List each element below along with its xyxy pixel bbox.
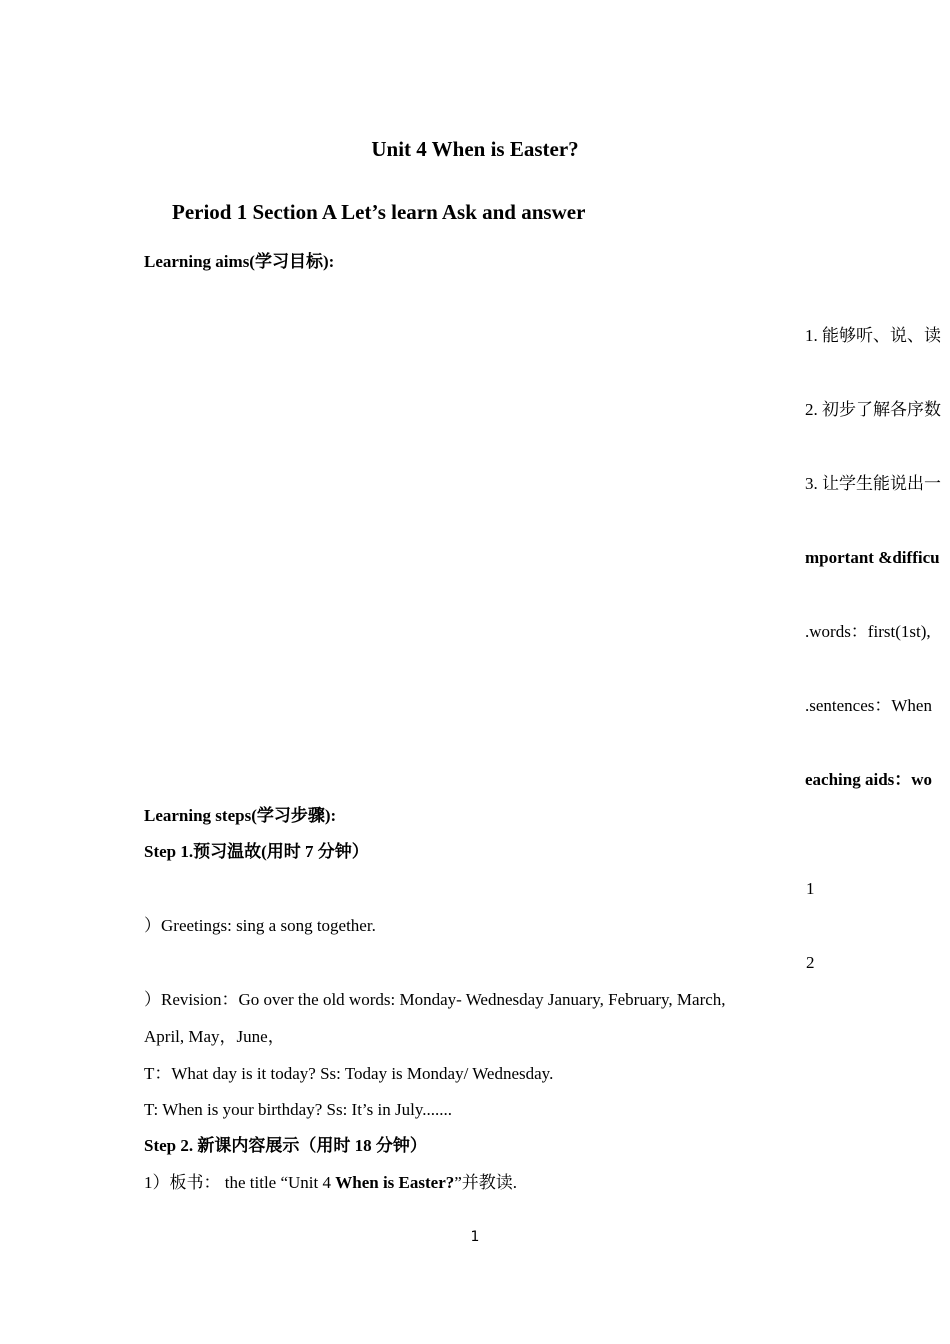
learning-steps-heading: Learning steps(学习步骤): [144,806,337,825]
key-sentences-line: .sentences：When [805,696,932,715]
step2-board-line [144,1173,517,1193]
step2-board-bold-title: When is Easter? [335,1173,455,1192]
step2-board-suffix: ”并教读. [454,1173,518,1192]
step1-greetings: ）Greetings: sing a song together. [144,916,376,935]
step2-heading: Step 2. 新课内容展示（用时 18 分钟） [144,1136,427,1155]
aim-item-3: 3. 让学生能说出一 [805,474,941,493]
step1-dialogue-2: T: When is your birthday? Ss: It’s in July....... [144,1100,452,1119]
document-subtitle: Period 1 Section A Let’s learn Ask and answer [172,200,586,224]
aim-item-2: 2. 初步了解各序数 [805,400,941,419]
step1-revision: ）Revision：Go over the old words: Monday- Wednesday January, February, March, [144,990,726,1009]
teaching-aids-line: eaching aids：wo [805,770,933,789]
learning-aims-heading: Learning aims(学习目标): [144,252,335,271]
aim-item-1: 1. 能够听、说、读 [805,326,941,345]
step1-heading: Step 1.预习温故(用时 7 分钟） [144,842,369,861]
step1-months: April, May，June， [144,1027,285,1046]
important-difficult-heading: mportant &difficu [805,548,940,567]
step1-dialogue-1: T：What day is it today? Ss: Today is Monday/ Wednesday. [144,1064,554,1083]
key-words-line: .words：first(1st), [805,622,931,641]
page-number: 1 [470,1229,480,1245]
list-number-1: 1 [806,879,815,898]
document-title: Unit 4 When is Easter? [371,137,579,161]
step2-board-prefix: 1）板书： the title “Unit 4 [144,1173,336,1192]
list-number-2: 2 [806,953,815,972]
